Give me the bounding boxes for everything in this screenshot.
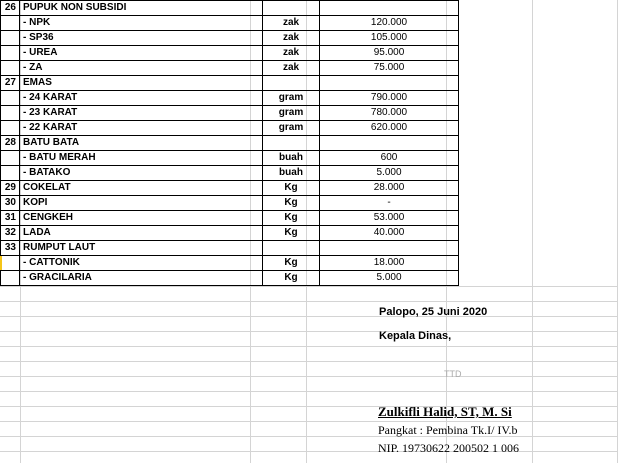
cell-price[interactable]: 5.000 [320, 271, 459, 286]
table-row [1, 256, 459, 271]
table-row [1, 181, 459, 196]
cell-price[interactable]: 53.000 [320, 211, 459, 226]
cell-unit[interactable]: gram [263, 91, 320, 106]
cell-no[interactable] [1, 16, 20, 31]
cell-name[interactable]: - 24 KARAT [20, 91, 263, 106]
cell-name[interactable]: - BATAKO [20, 166, 263, 181]
table-row [1, 106, 459, 121]
cell-no[interactable]: 32 [1, 226, 20, 241]
cell-unit[interactable]: zak [263, 16, 320, 31]
cell-unit[interactable]: Kg [263, 211, 320, 226]
cell-price[interactable]: 600 [320, 151, 459, 166]
cell-price[interactable]: 5.000 [320, 166, 459, 181]
cell-name[interactable]: - 22 KARAT [20, 121, 263, 136]
gridline [0, 316, 618, 317]
cell-unit[interactable]: gram [263, 121, 320, 136]
gridline [0, 301, 618, 302]
gridline [0, 361, 618, 362]
table-row [1, 166, 459, 181]
cell-price[interactable]: 40.000 [320, 226, 459, 241]
cell-name[interactable]: EMAS [20, 76, 263, 91]
cell-no[interactable]: 26 [1, 1, 20, 16]
table-row [1, 46, 459, 61]
table-row [1, 196, 459, 211]
table-row [1, 136, 459, 151]
cell-name[interactable]: CENGKEH [20, 211, 263, 226]
gridline [0, 451, 618, 452]
cell-name[interactable]: BATU BATA [20, 136, 263, 151]
gridline [0, 391, 618, 392]
position-title[interactable]: Kepala Dinas, [379, 330, 452, 342]
cell-name[interactable]: - UREA [20, 46, 263, 61]
table-row [1, 1, 459, 16]
cell-price[interactable] [320, 136, 459, 151]
cell-no[interactable]: 27 [1, 76, 20, 91]
table-row [1, 91, 459, 106]
cell-name[interactable]: - NPK [20, 16, 263, 31]
cell-price[interactable] [320, 1, 459, 16]
cell-price[interactable]: 105.000 [320, 31, 459, 46]
cell-no[interactable]: 28 [1, 136, 20, 151]
gridline [0, 286, 618, 287]
cell-name[interactable]: - 23 KARAT [20, 106, 263, 121]
cell-unit[interactable]: Kg [263, 271, 320, 286]
table-row [1, 16, 459, 31]
cell-unit[interactable]: buah [263, 166, 320, 181]
table-row [1, 61, 459, 76]
table-row [1, 151, 459, 166]
gridline [0, 436, 618, 437]
cell-unit[interactable]: buah [263, 151, 320, 166]
cell-no[interactable]: 30 [1, 196, 20, 211]
cell-price[interactable]: 620.000 [320, 121, 459, 136]
table-row [1, 226, 459, 241]
cell-unit[interactable] [263, 1, 320, 16]
table-row [1, 211, 459, 226]
cell-no[interactable]: 33 [1, 241, 20, 256]
cell-price[interactable] [320, 76, 459, 91]
cell-price[interactable]: 18.000 [320, 256, 459, 271]
cell-price[interactable]: 95.000 [320, 46, 459, 61]
cell-no[interactable] [1, 151, 20, 166]
table-row [1, 121, 459, 136]
signatory-rank[interactable]: Pangkat : Pembina Tk.I/ IV.b [378, 423, 518, 437]
cell-no[interactable]: 31 [1, 211, 20, 226]
table-row [1, 31, 459, 46]
table-body [1, 1, 459, 286]
cell-price[interactable]: 28.000 [320, 181, 459, 196]
cell-price[interactable] [320, 241, 459, 256]
cell-unit[interactable]: zak [263, 31, 320, 46]
commodity-price-table [0, 0, 459, 286]
cell-unit[interactable]: Kg [263, 196, 320, 211]
cell-unit[interactable] [263, 241, 320, 256]
gridline [532, 0, 533, 463]
cell-unit[interactable] [263, 76, 320, 91]
cell-unit[interactable]: Kg [263, 256, 320, 271]
cell-unit[interactable]: zak [263, 46, 320, 61]
cell-name[interactable]: - CATTONIK [20, 256, 263, 271]
cell-price[interactable]: 120.000 [320, 16, 459, 31]
cell-no[interactable] [1, 46, 20, 61]
cell-no[interactable] [1, 31, 20, 46]
cell-unit[interactable]: zak [263, 61, 320, 76]
ttd-placeholder[interactable]: TTD [444, 369, 462, 379]
cell-no[interactable] [1, 271, 20, 286]
cell-name[interactable]: - GRACILARIA [20, 271, 263, 286]
cell-name[interactable]: LADA [20, 226, 263, 241]
table-row [1, 241, 459, 256]
cell-price[interactable]: - [320, 196, 459, 211]
gridline [0, 331, 618, 332]
cell-name[interactable]: RUMPUT LAUT [20, 241, 263, 256]
cell-price[interactable]: 780.000 [320, 106, 459, 121]
table-row [1, 271, 459, 286]
cell-unit[interactable]: gram [263, 106, 320, 121]
signatory-nip[interactable]: NIP. 19730622 200502 1 006 [378, 441, 520, 455]
cell-no[interactable]: 29 [1, 181, 20, 196]
signatory-name[interactable]: Zulkifli Halid, ST, M. Si [378, 404, 512, 419]
cell-name[interactable]: PUPUK NON SUBSIDI [20, 1, 263, 16]
cell-no[interactable] [1, 166, 20, 181]
gridline [0, 346, 618, 347]
cell-name[interactable]: COKELAT [20, 181, 263, 196]
cell-no[interactable] [1, 121, 20, 136]
cell-no[interactable] [1, 91, 20, 106]
cell-no[interactable] [1, 61, 20, 76]
cell-price[interactable]: 75.000 [320, 61, 459, 76]
cell-unit[interactable] [263, 136, 320, 151]
cell-unit[interactable]: Kg [263, 181, 320, 196]
gridline [0, 376, 618, 377]
cell-no[interactable] [1, 106, 20, 121]
cell-price[interactable]: 790.000 [320, 91, 459, 106]
selected-cell-indicator[interactable] [0, 256, 21, 270]
cell-unit[interactable]: Kg [263, 226, 320, 241]
table-row [1, 76, 459, 91]
gridline [0, 421, 618, 422]
place-date[interactable]: Palopo, 25 Juni 2020 [379, 306, 488, 318]
cell-name[interactable]: - ZA [20, 61, 263, 76]
cell-name[interactable]: - SP36 [20, 31, 263, 46]
gridline [0, 406, 618, 407]
cell-name[interactable]: KOPI [20, 196, 263, 211]
cell-name[interactable]: - BATU MERAH [20, 151, 263, 166]
